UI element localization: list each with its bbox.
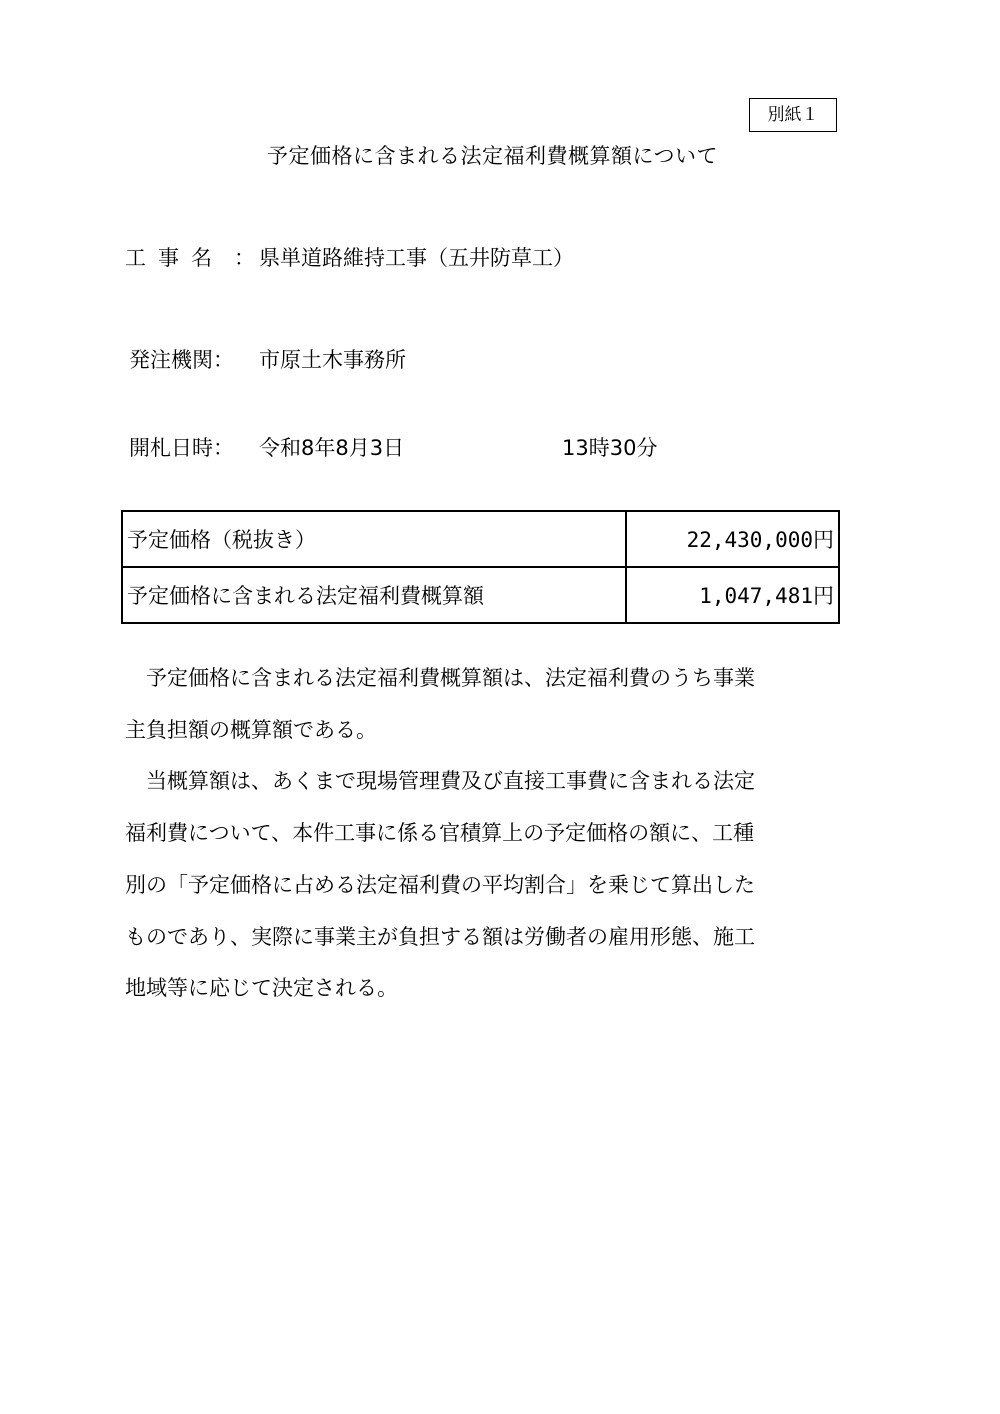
- bid-date-value: 令和8年8月3日: [259, 436, 405, 460]
- document-title: 予定価格に含まれる法定福利費概算額について: [266, 144, 719, 168]
- bid-time-value: 13時30分: [562, 436, 658, 460]
- welfare-cost-label: 予定価格に含まれる法定福利費概算額: [122, 567, 626, 623]
- orderer-value: 市原土木事務所: [259, 348, 406, 372]
- attachment-label: 別紙１: [749, 98, 837, 132]
- explanation-paragraph-2: 当概算額は、あくまで現場管理費及び直接工事費に含まれる法定福利費について、本件工事に係る官積算上の予定価格の額に、工種別の「予定価格に占める法定福利費の平均割合」を乗じて算出したものであり、実際に事業主が負担する額は労働者の雇用形態、施工地域等に応じて決定される。: [125, 769, 755, 1001]
- explanation-text: [125, 653, 765, 1015]
- planned-price-label: 予定価格（税抜き）: [122, 511, 626, 567]
- project-name-separator: ：: [234, 246, 255, 270]
- price-table: [121, 510, 840, 624]
- welfare-cost-value: 1,047,481円: [626, 567, 839, 623]
- explanation-paragraph-1: 予定価格に含まれる法定福利費概算額は、法定福利費のうち事業主負担額の概算額である。: [125, 666, 755, 742]
- table-row: [122, 511, 839, 567]
- bid-date-label: 開札日時：: [129, 436, 234, 460]
- project-name-value: 県単道路維持工事（五井防草工）: [259, 246, 574, 270]
- orderer-label: 発注機関：: [129, 348, 234, 372]
- project-name-label: 工事名: [125, 246, 224, 270]
- planned-price-value: 22,430,000円: [626, 511, 839, 567]
- table-row: [122, 567, 839, 623]
